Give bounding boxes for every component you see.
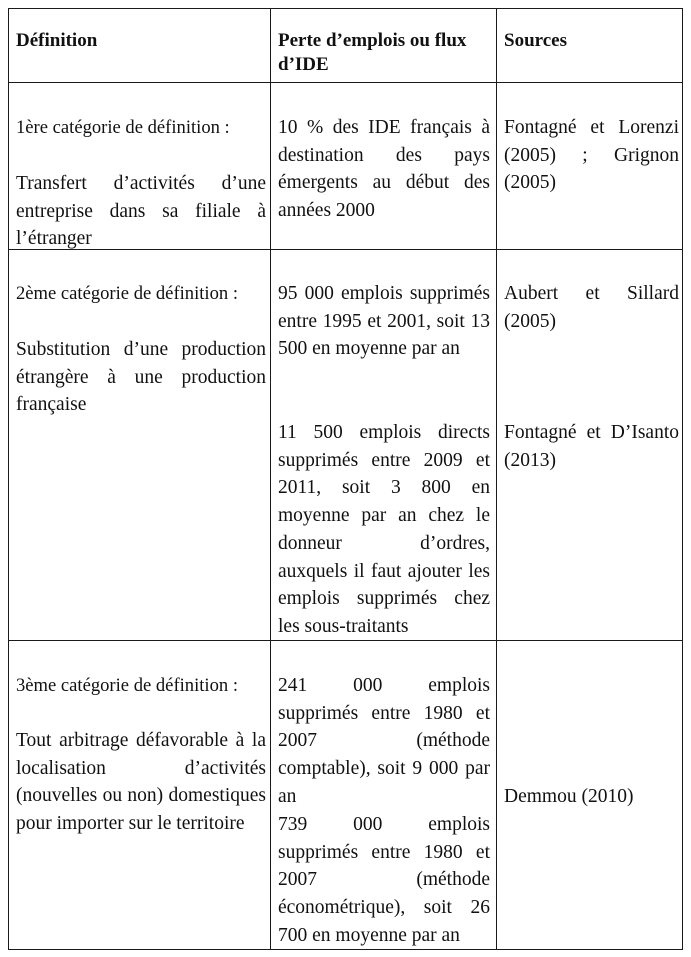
header-perte (278, 29, 493, 77)
header-definition: Définition (16, 30, 98, 51)
table-border-left (8, 8, 9, 950)
row2-description: Substitution d’une production étrangère à une production française (16, 339, 266, 416)
row1-category: 1ère catégorie de définition : (16, 117, 230, 138)
row3-category: 3ème catégorie de définition : (16, 675, 238, 696)
row2-loss-1: 95 000 emplois supprimés entre 1995 et 2001, soit 13 500 en moyenne par an (278, 283, 490, 360)
row1-source-1: Fontagné et Lorenzi (2005) ; Grignon (2005) (504, 117, 679, 194)
row2-source-2: Fontagné et D’Isanto (2013) (504, 422, 679, 471)
header-perte-line1: Perte d’emplois ou flux (278, 30, 467, 51)
offshoring-table (8, 8, 683, 950)
row2-category: 2ème catégorie de définition : (16, 283, 238, 304)
table-border-right (682, 8, 683, 950)
row2-source-1: Aubert et Sillard (2005) (504, 283, 679, 332)
row2-loss-2: 11 500 emplois directs supprimés entre 2009 et 2011, soit 3 800 en moyenne par an chez le donneur d’ordres, auxquels il faut ajouter les emplois supprimés chez les sous-traitants (278, 422, 490, 637)
header-separator (8, 82, 683, 83)
row3-loss-1: 241 000 emplois supprimés entre 1980 et 2007 (méthode comptable), soit 9 000 par an (278, 675, 490, 807)
row1-loss-1: 10 % des IDE français à destination des pays émergents au début des années 2000 (278, 117, 490, 222)
column-separator-1 (270, 8, 271, 950)
row3-loss-2: 739 000 emplois supprimés entre 1980 et 2007 (méthode économétrique), soit 26 700 en moyenne par an (278, 814, 490, 946)
row3-description: Tout arbitrage défavorable à la localisation d’activités (nouvelles ou non) domestiques pour importer sur le territoire (16, 730, 266, 835)
table-border-top (8, 8, 683, 9)
header-sources: Sources (504, 30, 567, 51)
row1-description: Transfert d’activités d’une entreprise dans sa filiale à l’étranger (16, 173, 266, 250)
header-perte-line2: d’IDE (278, 54, 329, 75)
column-separator-2 (496, 8, 497, 950)
row3-source-1: Demmou (2010) (504, 786, 634, 807)
